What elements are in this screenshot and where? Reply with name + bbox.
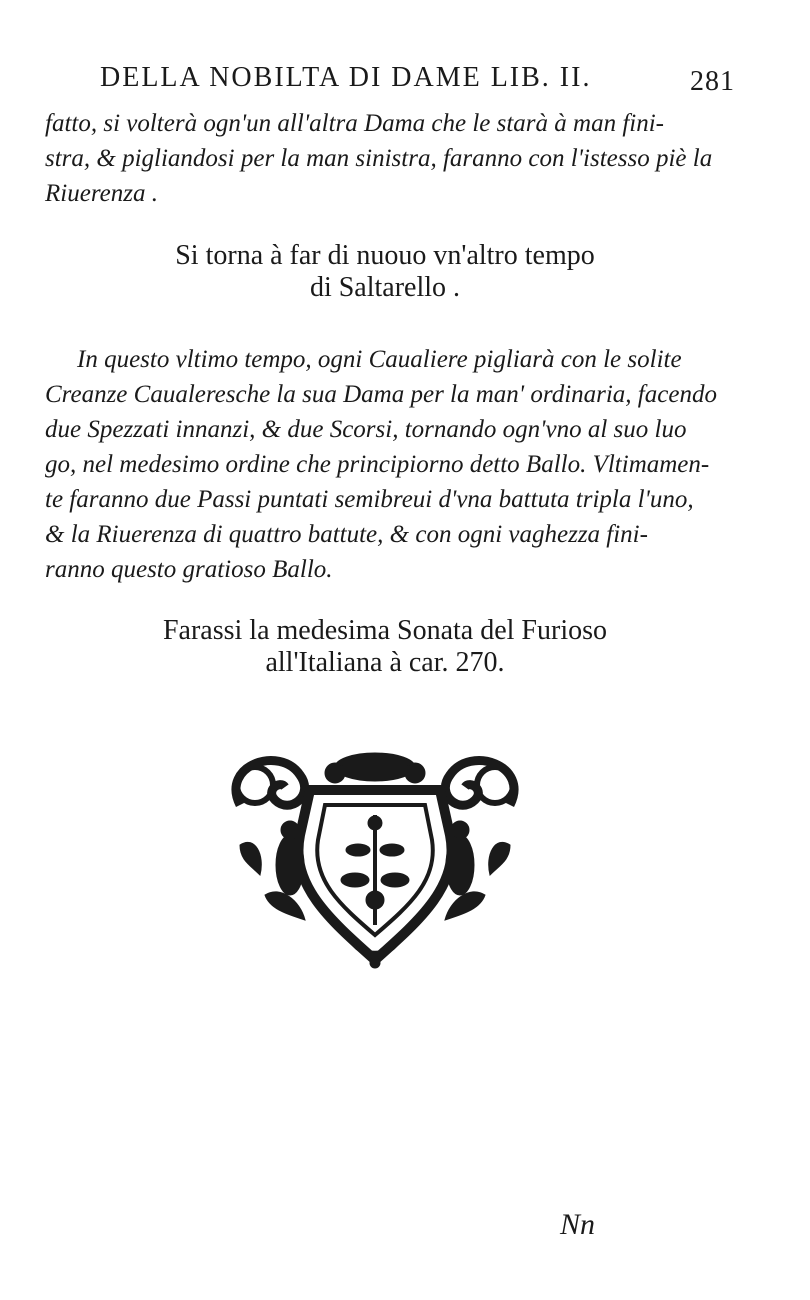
paragraph-line: fatto, si volterà ogn'un all'altra Dama che le starà à man fini- (45, 110, 664, 137)
running-title: DELLA NOBILTA DI DAME LIB. II. (100, 62, 592, 93)
paragraph-line: In questo vltimo tempo, ogni Caualiere pigliarà con le solite (77, 346, 682, 373)
paragraph-line: & la Riuerenza di quattro battute, & con ogni vaghezza fini- (45, 521, 648, 548)
section-heading-saltarello (0, 240, 770, 304)
floral-tailpiece-ornament-icon (220, 745, 530, 970)
heading-line: Farassi la medesima Sonata del Furioso (162, 615, 608, 646)
paragraph-2 (45, 342, 745, 587)
paragraph-line: go, nel medesimo ordine che principiorno detto Ballo. Vltimamen- (45, 451, 710, 478)
paragraph-line: ranno questo gratioso Ballo. (45, 556, 333, 583)
paragraph-line: Riuerenza . (45, 180, 158, 207)
paragraph-1 (45, 106, 745, 211)
paragraph-line: stra, & pigliandosi per la man sinistra, faranno con l'istesso piè la (45, 145, 713, 172)
paragraph-line: Creanze Caualeresche la sua Dama per la man' ordinaria, facendo (45, 381, 717, 408)
signature-mark: Nn (560, 1208, 596, 1241)
heading-line: all'Italiana à car. 270. (265, 647, 505, 678)
heading-line: Si torna à far di nuouo vn'altro tempo (175, 240, 595, 271)
paragraph-line: due Spezzati innanzi, & due Scorsi, tornando ogn'vno al suo luo (45, 416, 687, 443)
paragraph-line: te faranno due Passi puntati semibreui d'vna battuta tripla l'uno, (45, 486, 694, 513)
page-number: 281 (690, 66, 735, 97)
heading-line: di Saltarello . (309, 272, 461, 303)
section-heading-sonata (0, 615, 770, 679)
